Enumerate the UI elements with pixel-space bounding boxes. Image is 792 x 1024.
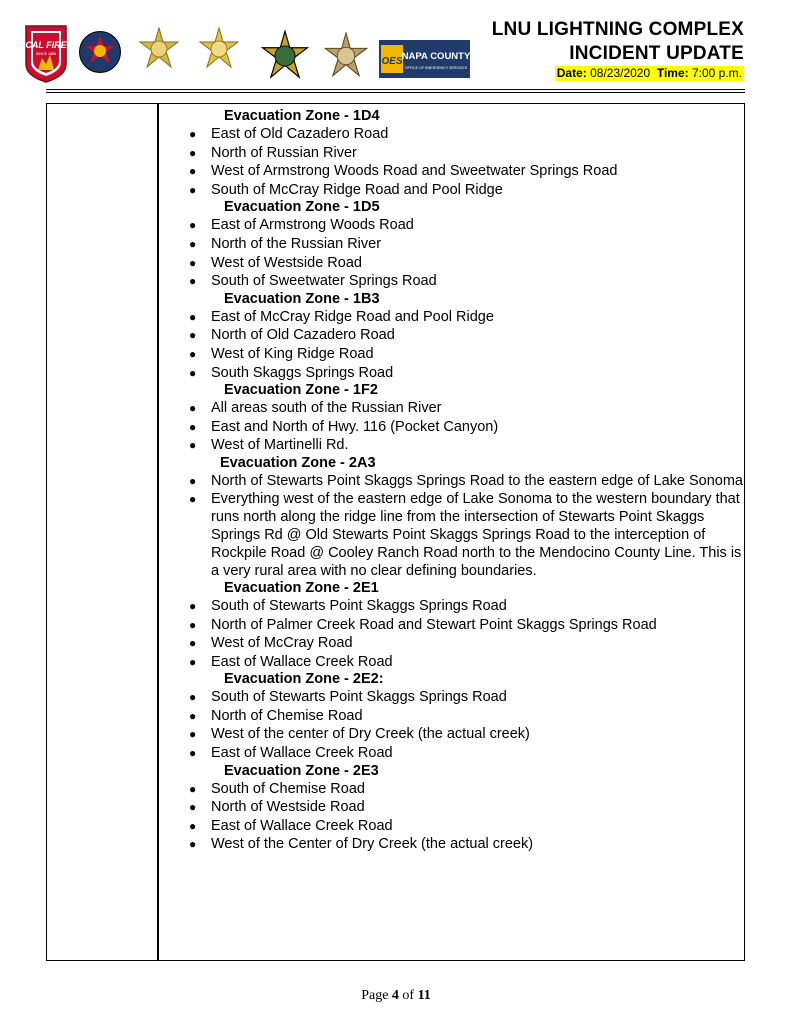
list-item: ● North of Russian River [189,144,357,161]
list-item: ● North of Old Cazadero Road [189,327,395,344]
sheriff-star-badge-icon [137,27,181,71]
list-item: ● East and North of Hwy. 116 (Pocket Canyon) [189,418,499,435]
title-line-1: LNU LIGHTNING COMPLEX [491,19,744,40]
header-rule-top [46,89,745,90]
bullet-icon: ● [189,164,197,179]
list-item: ● West of the center of Dry Creek (the actual creek) [189,726,530,743]
bullet-icon: ● [189,182,197,197]
bullet-icon: ● [189,636,197,651]
bullet-icon: ● [189,346,197,361]
list-item: ● West of Martinelli Rd. [189,437,349,454]
sheriff-star-badge-2-icon [197,27,241,71]
zone-heading: Evacuation Zone - 1D4 [224,108,380,124]
zone-heading: Evacuation Zone - 1B3 [224,290,380,307]
list-item: ● North of Palmer Creek Road and Stewart Point Skaggs Springs Road [189,616,657,633]
bullet-icon: ● [189,365,197,380]
napa-county-oes-logo [379,40,470,78]
fire-dept-badge-icon [78,30,122,74]
bullet-icon: ● [189,800,197,815]
header-rule-bottom [46,92,745,93]
list-item: ● West of Armstrong Woods Road and Sweetwater Springs Road [189,163,618,180]
bullet-icon: ● [189,419,197,434]
bullet-icon: ● [189,145,197,160]
napa-name: NAPA COUNTY [401,51,470,62]
bullet-icon: ● [189,127,197,141]
bullet-icon: ● [189,690,197,705]
bullet-icon: ● [189,598,197,613]
bullet-icon: ● [189,274,197,289]
bullet-icon: ● [189,401,197,416]
bullet-icon: ● [189,438,197,453]
bullet-icon: ● [189,781,197,796]
list-item: ● North of Stewarts Point Skaggs Springs Road to the eastern edge of Lake Sonoma [189,472,743,489]
list-item: ● East of Armstrong Woods Road [189,217,414,234]
list-item: ● South of Sweetwater Springs Road [189,273,437,290]
content-table [46,103,745,961]
bullet-icon: ● [189,654,197,669]
date-label: Date: [556,66,587,80]
list-item: ● East of Wallace Creek Road [189,653,393,670]
oes-badge: OES [381,56,403,67]
footer-page-total: 11 [417,988,431,1003]
bullet-icon: ● [189,837,197,852]
list-item: ● North of Westside Road [189,799,365,816]
zone-heading: Evacuation Zone - 1D5 [224,199,380,216]
bullet-icon: ● [189,218,197,233]
calfire-text: CAL FIRE [25,40,67,50]
list-item: ● Everything west of the eastern edge of Lake Sonoma to the western boundary that runs north along the ridge line from the intersection of Stewarts Point Skaggs Springs Rd @ Old Stewarts Point Skaggs Springs Road to the interception of Rockpile Road @ Cooley Ranch Road north to the Mendocino County Line. This is a very rural area with no clear defining boundaries. [189,490,742,579]
bullet-icon: ● [189,473,197,488]
page-footer [0,988,792,1004]
bullet-icon: ● [189,255,197,270]
bullet-icon: ● [189,491,197,506]
footer-page-word: Page [361,988,389,1003]
list-item: ● West of Westside Road [189,254,362,271]
calfire-since: SINCE 1885 [36,52,56,56]
bullet-icon: ● [189,818,197,833]
list-item: ● South of Stewarts Point Skaggs Springs Road [189,597,507,614]
bullet-icon: ● [189,309,197,324]
zone-heading: Evacuation Zone - 2E1 [224,579,379,596]
bullet-icon: ● [189,236,197,251]
page-title [492,18,744,66]
list-item: ● South Skaggs Springs Road [189,364,394,381]
footer-page-number: 4 [391,988,399,1003]
zone-heading: Evacuation Zone - 2A3 [220,454,376,471]
footer-of-word: of [402,988,415,1003]
date-value: 08/23/2020 [590,66,651,80]
napa-sub: OFFICE OF EMERGENCY SERVICES [404,66,468,70]
list-item: ● East of Old Cazadero Road [189,126,389,142]
title-line-2: INCIDENT UPDATE [569,43,744,64]
date-time-line [555,66,744,81]
bullet-icon: ● [189,328,197,343]
list-item: ● West of the Center of Dry Creek (the actual creek) [189,836,534,853]
calfire-logo [22,24,70,84]
list-item: ● South of Chemise Road [189,780,365,797]
zones-list [159,108,744,854]
list-item: ● West of McCray Road [189,635,353,652]
time-value: 7:00 p.m. [691,66,742,80]
list-item: ● East of McCray Ridge Road and Pool Ridge [189,308,494,325]
bullet-icon: ● [189,708,197,723]
zone-heading: Evacuation Zone - 2E3 [224,762,379,779]
time-label: Time: [656,66,689,80]
zone-heading: Evacuation Zone - 2E2: [224,671,384,688]
list-item: ● North of Chemise Road [189,707,363,724]
list-item: ● South of Stewarts Point Skaggs Springs Road [189,689,507,706]
list-item: ● South of McCray Ridge Road and Pool Ridge [189,181,503,198]
list-item: ● East of Wallace Creek Road [189,817,393,834]
bullet-icon: ● [189,746,197,761]
list-item: ● All areas south of the Russian River [189,400,442,417]
zone-heading: Evacuation Zone - 1F2 [224,382,378,399]
sheriff-star-badge-3-icon [322,32,370,80]
list-item: ● East of Wallace Creek Road [189,745,393,762]
list-item: ● North of the Russian River [189,235,382,252]
bullet-icon: ● [189,617,197,632]
list-item: ● West of King Ridge Road [189,345,374,362]
county-sheriff-star-icon [259,30,311,82]
bullet-icon: ● [189,727,197,742]
